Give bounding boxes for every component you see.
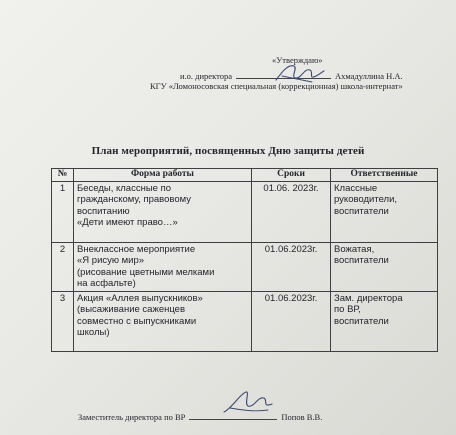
cell-form: Акция «Аллея выпускников» (высаживание саженцев совместно с выпускниками школы)	[74, 291, 252, 351]
cell-num: 1	[52, 181, 74, 242]
footer-position: Заместитель директора по ВР	[78, 412, 186, 422]
table-row	[52, 291, 438, 351]
table-row	[52, 181, 438, 242]
cell-num: 3	[52, 291, 74, 351]
document-title: План мероприятий, посвященных Дню защиты детей	[91, 145, 365, 157]
approval-stamp: «Утверждаю»	[272, 55, 323, 65]
table-header-row	[52, 169, 438, 182]
approval-position: и.о. директора	[180, 71, 232, 81]
footer-name: Попов В.В.	[281, 412, 323, 422]
cell-num: 2	[52, 242, 74, 291]
cell-form: Внеклассное мероприятие «Я рисую мир» (рисование цветными мелками на асфальте)	[74, 242, 252, 291]
cell-responsible: Классные руководители, воспитатели	[331, 181, 438, 242]
signature-line	[236, 69, 331, 79]
cell-responsible: Зам. директора по ВР, воспитатели	[331, 291, 438, 351]
header-num: №	[52, 169, 74, 182]
approval-name: Ахмадуллина Н.А.	[334, 71, 403, 81]
events-table	[51, 168, 438, 352]
cell-form: Беседы, классные по гражданскому, правовому воспитанию «Дети имеют право…»	[74, 181, 252, 242]
cell-date: 01.06.2023г.	[252, 242, 331, 291]
footer-signature	[78, 410, 322, 422]
header-form: Форма работы	[74, 169, 252, 182]
header-responsible: Ответственные	[331, 169, 438, 182]
signature-line	[189, 410, 277, 420]
cell-date: 01.06.2023г.	[252, 291, 331, 351]
cell-responsible: Вожатая, воспитатели	[331, 242, 438, 291]
table-row	[52, 242, 438, 291]
organization-name: КГУ «Ломоносовская специальная (коррекционная) школа-интернат»	[150, 81, 403, 91]
cell-date: 01.06. 2023г.	[252, 181, 331, 242]
header-date: Сроки	[252, 169, 331, 182]
